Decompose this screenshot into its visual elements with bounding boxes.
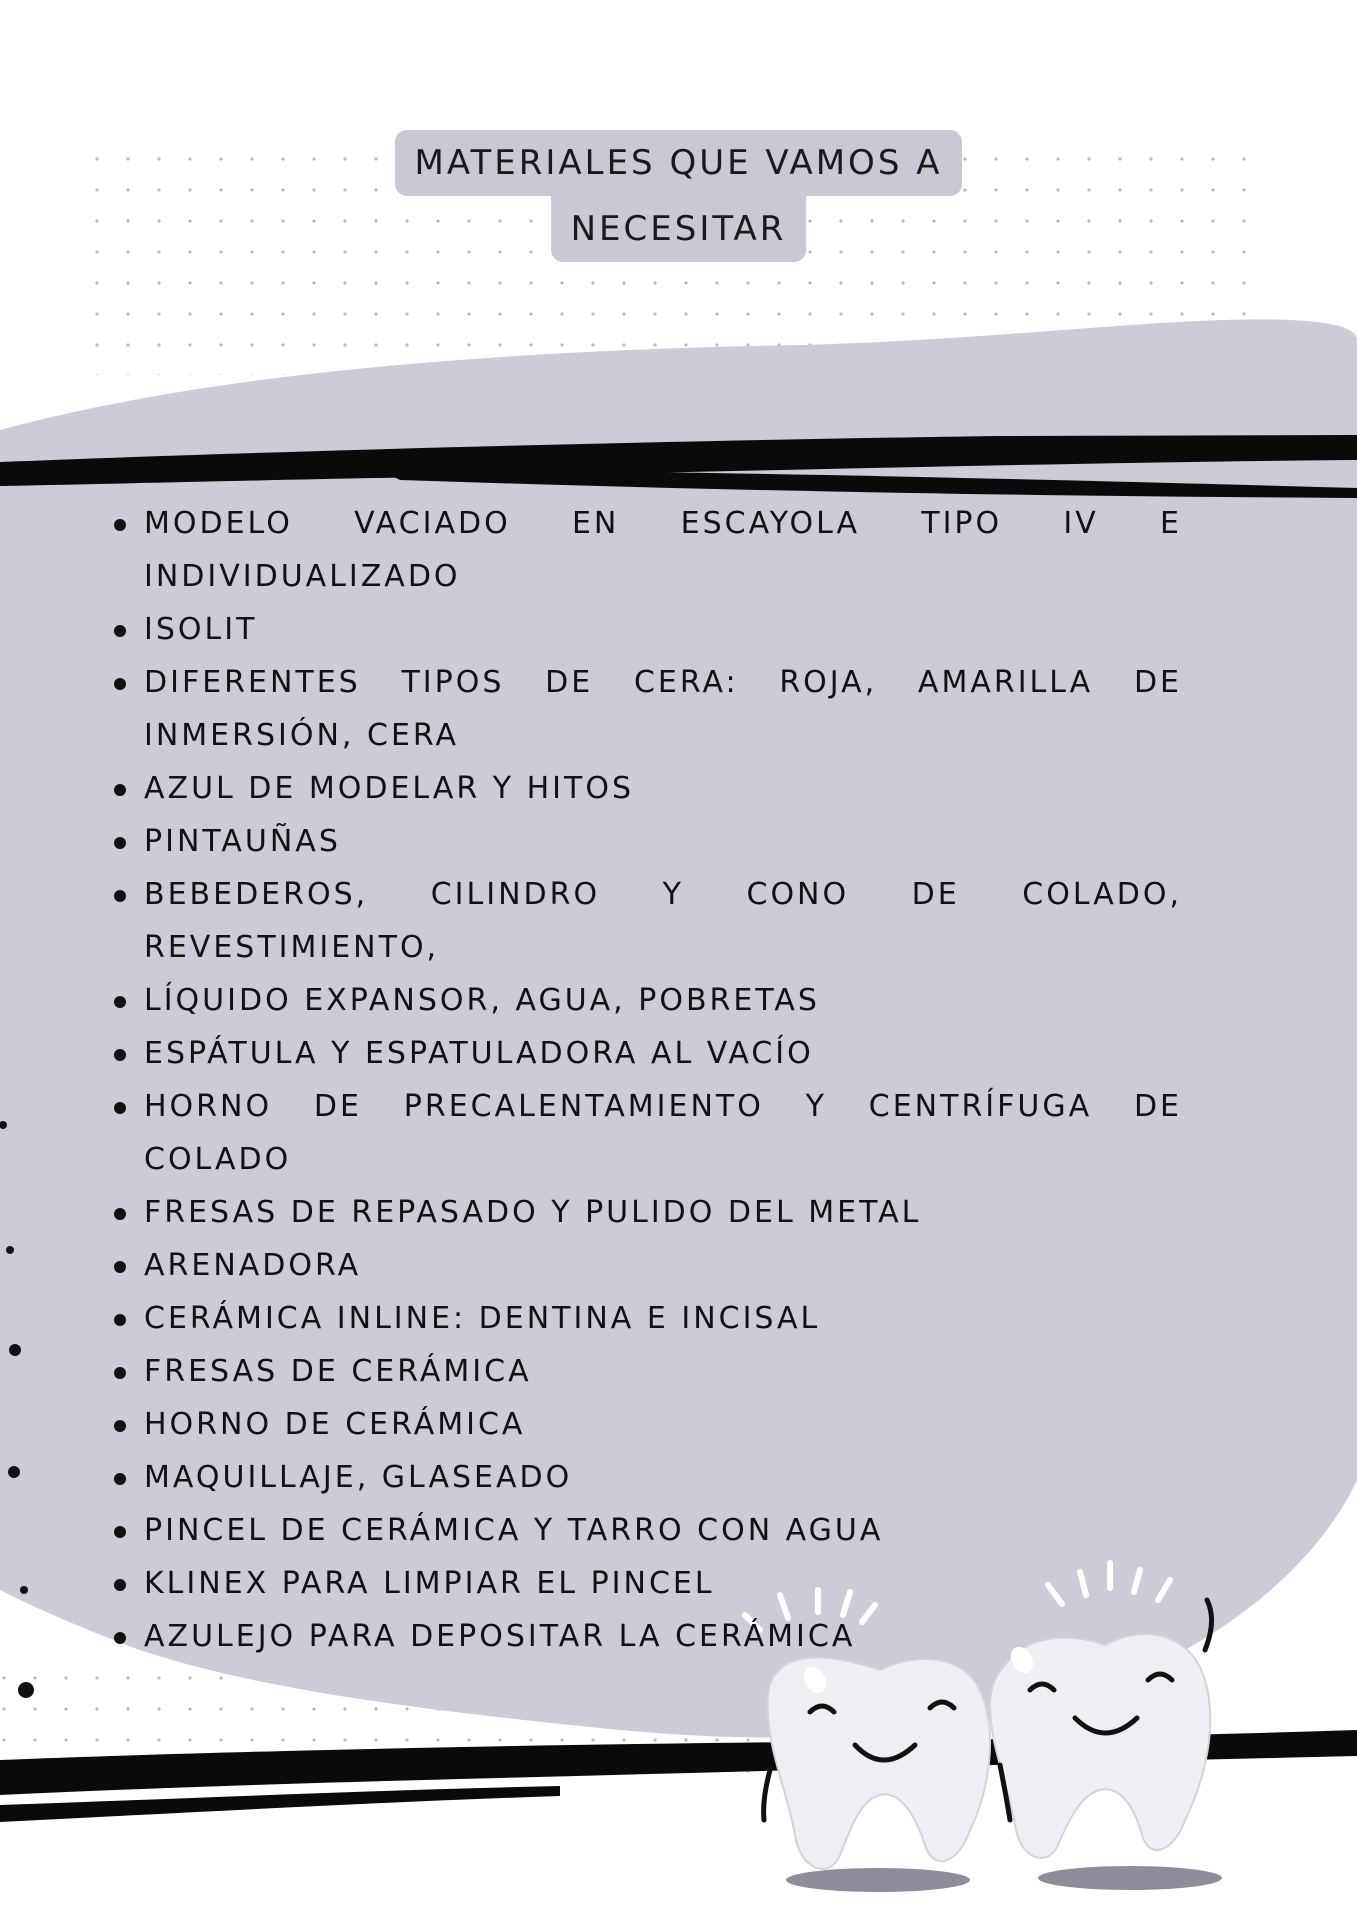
list-item: [110, 1186, 1182, 1239]
list-item: [110, 1557, 1182, 1610]
list-item-text: FRESAS DE CERÁMICA: [144, 1354, 532, 1389]
bullet-icon: [114, 784, 126, 796]
list-item-text: HORNO DE PRECALENTAMIENTO Y CENTRÍFUGA DE COLADO: [144, 1089, 1182, 1177]
edge-dot: [18, 1682, 34, 1698]
list-item: [110, 974, 1182, 1027]
list-item: [110, 1451, 1182, 1504]
list-item-text: PINTAUÑAS: [144, 824, 341, 859]
bullet-icon: [114, 837, 126, 849]
list-item: [110, 1239, 1182, 1292]
list-item: [110, 815, 1182, 868]
list-item-text: ESPÁTULA Y ESPATULADORA AL VACÍO: [144, 1036, 814, 1071]
list-item: [110, 1610, 1182, 1663]
list-item: [110, 1292, 1182, 1345]
edge-dot: [20, 1586, 28, 1594]
list-item: [110, 868, 1182, 974]
list-item-text: HORNO DE CERÁMICA: [144, 1407, 526, 1442]
bullet-icon: [114, 890, 126, 902]
list-item-text: FRESAS DE REPASADO Y PULIDO DEL METAL: [144, 1195, 922, 1230]
bullet-icon: [114, 1473, 126, 1485]
list-item: [110, 1027, 1182, 1080]
list-item-text: CERÁMICA INLINE: DENTINA E INCISAL: [144, 1301, 821, 1336]
bullet-icon: [114, 1420, 126, 1432]
edge-dot: [9, 1344, 21, 1356]
bullet-icon: [114, 519, 126, 531]
list-item: [110, 603, 1182, 656]
bullet-icon: [114, 1208, 126, 1220]
list-item-text: LÍQUIDO EXPANSOR, AGUA, POBRETAS: [144, 983, 820, 1018]
page-title-line-2: NECESITAR: [551, 196, 807, 262]
bullet-icon: [114, 625, 126, 637]
list-item: [110, 497, 1182, 603]
materials-list: [110, 497, 1182, 1663]
list-item: [110, 1080, 1182, 1186]
list-item-text: ISOLIT: [144, 612, 258, 647]
list-item-text: PINCEL DE CERÁMICA Y TARRO CON AGUA: [144, 1513, 884, 1548]
page-title-line-1: MATERIALES QUE VAMOS A: [395, 130, 963, 196]
bullet-icon: [114, 1049, 126, 1061]
brush-stroke-bottom-2: [0, 1786, 560, 1822]
bullet-icon: [114, 1367, 126, 1379]
bullet-icon: [114, 996, 126, 1008]
list-item: [110, 1398, 1182, 1451]
list-item-text: AZULEJO PARA DEPOSITAR LA CERÁMICA: [144, 1619, 856, 1654]
bullet-icon: [114, 1579, 126, 1591]
list-item-text: DIFERENTES TIPOS DE CERA: ROJA, AMARILLA DE INMERSIÓN, CERA: [144, 665, 1182, 753]
bullet-icon: [114, 1314, 126, 1326]
list-item: [110, 656, 1182, 762]
list-item: [110, 1504, 1182, 1557]
bullet-icon: [114, 1261, 126, 1273]
list-item-text: MODELO VACIADO EN ESCAYOLA TIPO IV E INDIVIDUALIZADO: [144, 506, 1182, 594]
list-item: [110, 1345, 1182, 1398]
edge-dot: [8, 1466, 20, 1478]
list-item-text: KLINEX PARA LIMPIAR EL PINCEL: [144, 1566, 715, 1601]
bullet-icon: [114, 1526, 126, 1538]
list-item-text: ARENADORA: [144, 1248, 362, 1283]
bullet-icon: [114, 1102, 126, 1114]
list-item: [110, 762, 1182, 815]
list-item-text: BEBEDEROS, CILINDRO Y CONO DE COLADO, REVESTIMIENTO,: [144, 877, 1182, 965]
bullet-icon: [114, 678, 126, 690]
bullet-icon: [114, 1632, 126, 1644]
list-item-text: MAQUILLAJE, GLASEADO: [144, 1460, 573, 1495]
edge-dot: [6, 1246, 14, 1254]
list-item-text: AZUL DE MODELAR Y HITOS: [144, 771, 634, 806]
